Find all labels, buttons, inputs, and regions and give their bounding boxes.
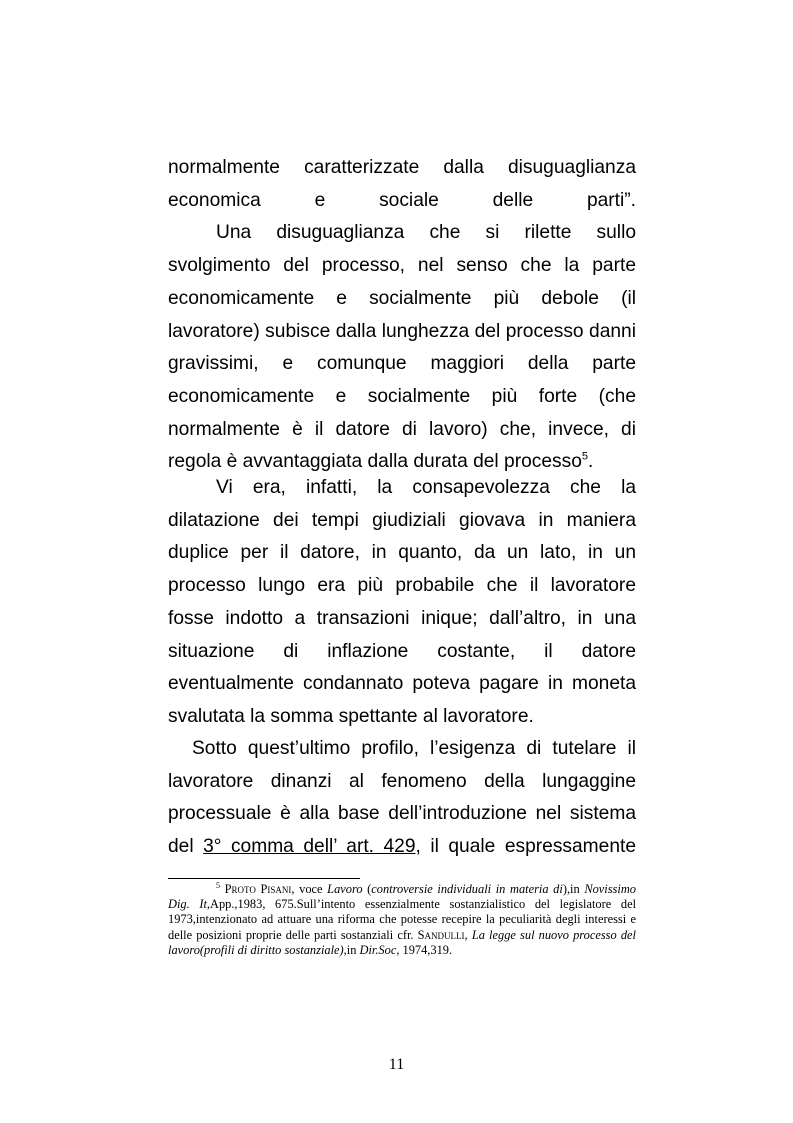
footnote-segment: , [464, 927, 472, 942]
footnote-segment: ( [362, 882, 372, 896]
footnote-segment: , 1974,319. [396, 942, 453, 957]
paragraph-profilo [168, 733, 636, 864]
page-number: 11 [388, 1056, 405, 1073]
paragraph-end: , il quale espressamente [415, 836, 636, 858]
footnote-reference[interactable]: 5 [581, 450, 589, 463]
article-reference-link[interactable]: 3° comma dell’ art. 429 [203, 836, 416, 858]
footnote-segment: Lavoro [327, 882, 363, 896]
paragraph-continuation: normalmente caratterizzate dalla disuguaglianza economica e sociale delle parti”. [168, 157, 636, 211]
paragraph-end: . [588, 451, 594, 473]
text-block-2 [168, 472, 636, 734]
paragraph-text: Una disuguaglianza che si rilette sullo svolgimento del processo, nel senso che la parte economicamente e socialmente più debole (il lavoratore) subisce dalla lunghezza del processo danni gravissimi, e comunque maggiori della parte economicamente e socialmente più forte (che normalmente è il datore di lavoro) che, invece, di regola è avvantaggiata dalla durata del processo [168, 222, 636, 473]
footnote-segment: Novissimo Dig. It, [168, 882, 636, 912]
text-block-3 [168, 733, 636, 864]
footnote-segment: App.,1983, 675.Sull’intento essenzialmente sostanzialistico del legislatore del 1973,intenzionato ad attuare una riforma che potesse recepire la peculiarità degli interessi e delle posizioni proprie delle parti sostanziali cfr. [168, 897, 637, 942]
paragraph-consapevolezza: Vi era, infatti, la consapevolezza che la dilatazione dei tempi giudiziali giovava in maniera duplice per il datore, in quanto, da un lato, in un processo lungo era più probabile che il lavoratore fosse indotto a transazioni inique; dall’altro, in una situazione di inflazione costante, il datore eventualmente condannato poteva pagare in moneta svalutata la somma spettante al lavoratore. [168, 477, 636, 727]
footnote-segment: in [346, 942, 360, 957]
text-block-1 [168, 152, 636, 479]
footnote-author-2: Sandulli [417, 927, 465, 942]
paragraph-text: Sotto quest’ultimo profilo, l’esigenza di tutelare il lavoratore dinanzi al fenomeno della lungaggine processuale è alla base dell’introduzione nel sistema del [168, 738, 636, 858]
footnote-segment: Dir.Soc [359, 942, 397, 957]
footnote-segment: , voce [291, 882, 328, 896]
footnote-text [168, 882, 636, 958]
footnote-segment: La legge sul nuovo processo del lavoro(profili di diritto sostanziale), [168, 927, 636, 957]
footnote-author: Proto Pisani [224, 882, 292, 896]
footnote-number: 5 [216, 880, 220, 890]
footnote-5 [168, 882, 636, 958]
paragraph-disuguaglianza [168, 217, 636, 479]
footnote-segment: ),in [562, 882, 585, 896]
footnote-segment: controversie individuali in materia di [371, 882, 563, 896]
footnote-separator [168, 878, 360, 879]
